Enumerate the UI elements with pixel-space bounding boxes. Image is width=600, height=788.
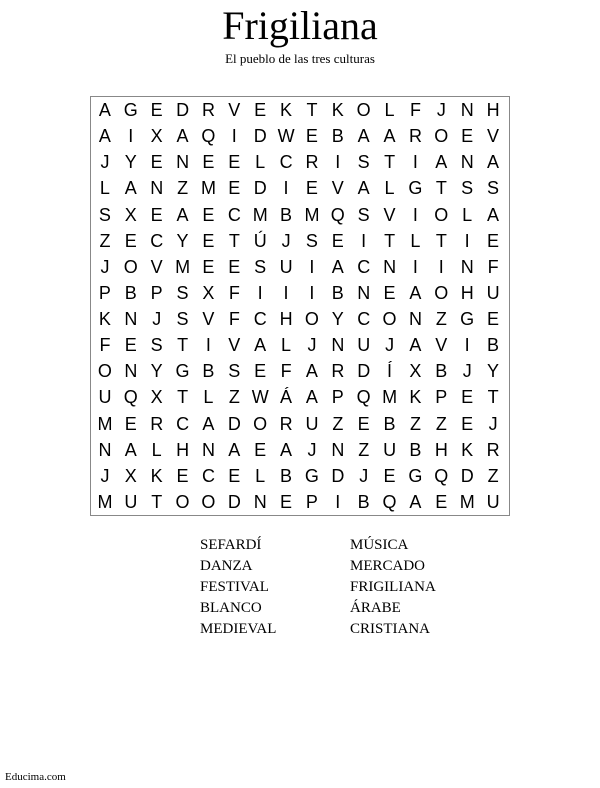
grid-cell[interactable]: Q [123,387,138,408]
grid-cell[interactable]: S [150,335,163,356]
grid-cell[interactable]: E [383,465,396,486]
word-list-item: CRISTIANA [350,621,431,637]
grid-cell[interactable]: H [176,439,190,460]
grid-cell[interactable]: O [434,204,449,225]
grid-cell[interactable]: J [488,413,498,434]
grid-cell[interactable]: Z [409,413,421,434]
grid-cell[interactable]: D [253,126,267,147]
grid-cell[interactable]: A [487,152,500,173]
grid-cell[interactable]: J [462,361,472,382]
grid-cell[interactable]: B [202,361,215,382]
grid-cell[interactable]: E [331,230,344,251]
grid-cell[interactable]: O [201,491,216,512]
grid-cell[interactable]: T [177,335,189,356]
grid-cell[interactable]: E [254,439,267,460]
grid-cell[interactable]: R [408,126,422,147]
grid-cell[interactable]: Y [176,230,189,251]
grid-cell[interactable]: A [176,204,189,225]
grid-cell[interactable]: B [331,282,344,303]
grid-cell[interactable]: L [255,465,266,486]
grid-cell[interactable]: Y [331,309,344,330]
grid-cell[interactable]: B [124,282,137,303]
grid-cell[interactable]: R [150,413,164,434]
grid-cell[interactable]: A [124,178,137,199]
grid-cell[interactable]: K [98,309,111,330]
grid-cell[interactable]: F [99,335,111,356]
grid-cell[interactable]: H [434,439,448,460]
grid-cell[interactable]: E [150,152,163,173]
grid-cell[interactable]: S [461,178,474,199]
grid-cell[interactable]: E [124,413,137,434]
grid-cell[interactable]: Q [434,465,449,486]
grid-cell[interactable]: A [409,282,422,303]
grid-cell[interactable]: B [383,413,396,434]
grid-cell[interactable]: I [205,335,211,356]
grid-cell[interactable]: A [98,100,111,121]
grid-cell[interactable]: T [487,387,499,408]
grid-cell[interactable]: E [150,100,163,121]
grid-cell[interactable]: L [151,439,162,460]
grid-cell[interactable]: T [151,491,163,512]
grid-cell[interactable]: J [307,439,317,460]
grid-cell[interactable]: I [128,126,134,147]
grid-cell[interactable]: W [277,126,295,147]
grid-cell[interactable]: R [201,100,215,121]
grid-cell[interactable]: P [150,282,163,303]
grid-cell[interactable]: Y [150,361,163,382]
grid-cell[interactable]: R [331,361,345,382]
grid-cell[interactable]: A [383,126,396,147]
grid-cell[interactable]: A [98,126,111,147]
grid-cell[interactable]: X [124,465,137,486]
grid-cell[interactable]: N [408,309,422,330]
grid-cell[interactable]: E [461,126,474,147]
grid-cell[interactable]: Y [487,361,500,382]
grid-cell[interactable]: V [228,335,241,356]
puzzle-title: Frigiliana [222,3,378,48]
grid-cell[interactable]: N [201,439,215,460]
grid-cell[interactable]: S [305,230,318,251]
grid-cell[interactable]: E [228,152,241,173]
grid-cell[interactable]: A [254,335,267,356]
grid-cell[interactable]: E [254,100,267,121]
grid-cell[interactable]: I [464,335,470,356]
grid-cell[interactable]: E [228,465,241,486]
grid-cell[interactable]: O [434,282,449,303]
grid-cell[interactable]: I [412,204,418,225]
grid-cell[interactable]: X [409,361,422,382]
word-list-item: FESTIVAL [200,579,269,595]
grid-cell[interactable]: C [357,309,371,330]
grid-cell[interactable]: F [280,361,292,382]
grid-cell[interactable]: C [150,230,164,251]
grid-cell[interactable]: B [487,335,500,356]
grid-cell[interactable]: Z [332,413,344,434]
grid-cell[interactable]: J [436,100,446,121]
grid-cell[interactable]: A [357,178,370,199]
grid-cell[interactable]: E [305,178,318,199]
grid-cell[interactable]: O [304,309,319,330]
grid-cell[interactable]: S [228,361,241,382]
grid-cell[interactable]: N [357,282,371,303]
grid-cell[interactable]: E [254,361,267,382]
grid-cell[interactable]: G [408,465,423,486]
grid-cell[interactable]: Z [435,413,447,434]
grid-cell[interactable]: U [486,491,500,512]
grid-cell[interactable]: B [409,439,422,460]
grid-cell[interactable]: D [331,465,345,486]
grid-cell[interactable]: Z [177,178,189,199]
grid-cell[interactable]: U [357,335,371,356]
grid-cell[interactable]: L [462,204,473,225]
grid-cell[interactable]: O [382,309,397,330]
grid-cell[interactable]: G [460,309,475,330]
grid-cell[interactable]: E [461,387,474,408]
grid-cell[interactable]: F [409,100,421,121]
grid-cell[interactable]: P [98,282,111,303]
grid-cell[interactable]: J [100,465,110,486]
grid-cell[interactable]: H [486,100,500,121]
grid-cell[interactable]: I [231,126,237,147]
grid-cell[interactable]: U [279,256,293,277]
grid-cell[interactable]: J [152,309,162,330]
grid-cell[interactable]: E [202,230,215,251]
grid-cell[interactable]: I [412,256,418,277]
grid-cell[interactable]: M [97,491,113,512]
grid-cell[interactable]: I [412,152,418,173]
grid-cell[interactable]: V [435,335,448,356]
grid-cell[interactable]: Y [124,152,137,173]
grid-cell[interactable]: Q [201,126,216,147]
grid-cell[interactable]: Á [280,387,293,408]
grid-cell[interactable]: A [305,387,318,408]
grid-cell[interactable]: M [382,387,398,408]
grid-cell[interactable]: E [383,282,396,303]
word-list-item: DANZA [200,558,253,574]
grid-cell[interactable]: F [487,256,499,277]
grid-cell[interactable]: V [331,178,344,199]
grid-cell[interactable]: C [176,413,190,434]
grid-cell[interactable]: N [331,335,345,356]
grid-cell[interactable]: M [304,204,320,225]
grid-cell[interactable]: A [176,126,189,147]
grid-cell[interactable]: D [176,100,190,121]
grid-cell[interactable]: E [357,413,370,434]
grid-cell[interactable]: S [98,204,111,225]
grid-cell[interactable]: N [331,439,345,460]
grid-cell[interactable]: N [124,309,138,330]
grid-cell[interactable]: E [124,230,137,251]
grid-cell[interactable]: Ú [253,230,267,251]
grid-cell[interactable]: Z [487,465,499,486]
grid-cell[interactable]: M [97,413,113,434]
grid-cell[interactable]: E [487,309,500,330]
grid-cell[interactable]: T [435,230,447,251]
grid-cell[interactable]: A [409,491,422,512]
grid-cell[interactable]: A [280,439,293,460]
grid-cell[interactable]: S [487,178,500,199]
grid-cell[interactable]: B [435,361,448,382]
grid-cell[interactable]: L [384,178,395,199]
grid-cell[interactable]: L [99,178,110,199]
grid-cell[interactable]: A [124,439,137,460]
grid-cell[interactable]: D [460,465,474,486]
grid-cell[interactable]: M [175,256,191,277]
grid-cell[interactable]: I [335,152,341,173]
grid-cell[interactable]: B [357,491,370,512]
grid-cell[interactable]: U [383,439,397,460]
grid-cell[interactable]: E [202,204,215,225]
grid-cell[interactable]: E [228,256,241,277]
grid-cell[interactable]: E [124,335,137,356]
grid-cell[interactable]: L [384,100,395,121]
grid-cell[interactable]: C [279,152,293,173]
grid-cell[interactable]: Z [99,230,111,251]
grid-cell[interactable]: L [281,335,292,356]
grid-cell[interactable]: J [100,152,110,173]
grid-cell[interactable]: R [279,413,293,434]
grid-cell[interactable]: D [227,413,241,434]
grid-cell[interactable]: Z [228,387,240,408]
grid-cell[interactable]: C [201,465,215,486]
grid-cell[interactable]: T [384,230,396,251]
word-list-item: ÁRABE [350,600,401,616]
word-list-item: MÚSICA [350,537,409,553]
grid-cell[interactable]: N [150,178,164,199]
word-list-item: BLANCO [200,600,262,616]
grid-cell[interactable]: I [283,282,289,303]
grid-cell[interactable]: T [177,387,189,408]
grid-cell[interactable]: A [435,152,448,173]
grid-cell[interactable]: A [228,439,241,460]
word-list-item: FRIGILIANA [350,579,436,595]
grid-cell[interactable]: L [203,387,214,408]
grid-cell[interactable]: E [202,256,215,277]
grid-cell[interactable]: A [331,256,344,277]
grid-cell[interactable]: U [305,413,319,434]
grid-cell[interactable]: T [306,100,318,121]
grid-cell[interactable]: J [307,335,317,356]
grid-cell[interactable]: R [486,439,500,460]
grid-cell[interactable]: A [409,335,422,356]
grid-cell[interactable]: T [384,152,396,173]
grid-cell[interactable]: I [283,178,289,199]
grid-cell[interactable]: E [435,491,448,512]
grid-cell[interactable]: A [487,204,500,225]
grid-cell[interactable]: O [123,256,138,277]
grid-cell[interactable]: A [202,413,215,434]
grid-cell[interactable]: I [361,230,367,251]
grid-cell[interactable]: U [98,387,112,408]
grid-cell[interactable]: B [280,465,293,486]
grid-cell[interactable]: J [385,335,395,356]
grid-cell[interactable]: V [202,309,215,330]
grid-cell[interactable]: V [228,100,241,121]
grid-cell[interactable]: P [305,491,318,512]
grid-cell[interactable]: K [461,439,474,460]
grid-cell[interactable]: O [253,413,268,434]
grid-cell[interactable]: X [202,282,215,303]
grid-cell[interactable]: K [409,387,422,408]
grid-cell[interactable]: N [98,439,112,460]
grid-cell[interactable]: M [200,178,216,199]
grid-cell[interactable]: O [356,100,371,121]
grid-cell[interactable]: A [357,126,370,147]
grid-cell[interactable]: E [202,152,215,173]
grid-cell[interactable]: B [280,204,293,225]
grid-cell[interactable]: D [357,361,371,382]
grid-cell[interactable]: O [434,126,449,147]
grid-cell[interactable]: N [124,361,138,382]
grid-cell[interactable]: C [227,204,241,225]
grid-cell[interactable]: V [150,256,163,277]
grid-cell[interactable]: E [280,491,293,512]
grid-cell[interactable]: G [175,361,190,382]
grid-cell[interactable]: B [331,126,344,147]
grid-cell[interactable]: Í [387,361,393,382]
grid-cell[interactable]: K [150,465,163,486]
grid-cell[interactable]: N [460,100,474,121]
grid-cell[interactable]: E [150,204,163,225]
grid-cell[interactable]: G [123,100,138,121]
grid-cell[interactable]: U [486,282,500,303]
grid-cell[interactable]: D [253,178,267,199]
grid-cell[interactable]: N [460,256,474,277]
grid-cell[interactable]: N [460,152,474,173]
grid-cell[interactable]: P [331,387,344,408]
word-list-item: SEFARDÍ [200,537,262,553]
grid-cell[interactable]: R [305,152,319,173]
grid-cell[interactable]: Q [356,387,371,408]
footer-credit: Educima.com [5,771,66,783]
grid-cell[interactable]: S [357,204,370,225]
grid-cell[interactable]: M [252,204,268,225]
grid-cell[interactable]: Z [358,439,370,460]
grid-cell[interactable]: S [176,309,189,330]
grid-cell[interactable]: V [487,126,500,147]
puzzle-subtitle: El pueblo de las tres culturas [225,51,375,66]
grid-cell[interactable]: E [487,230,500,251]
grid-cell[interactable]: P [435,387,448,408]
grid-cell[interactable]: L [410,230,421,251]
grid-cell[interactable]: V [383,204,396,225]
grid-cell[interactable]: H [460,282,474,303]
grid-cell[interactable]: O [175,491,190,512]
grid-cell[interactable]: Z [435,309,447,330]
letter-grid [90,96,510,516]
grid-cell[interactable]: O [97,361,112,382]
grid-cell[interactable]: J [359,465,369,486]
grid-cell[interactable]: G [304,465,319,486]
grid-cell[interactable]: D [227,491,241,512]
grid-cell[interactable]: K [331,100,344,121]
grid-cell[interactable]: K [280,100,293,121]
grid-cell[interactable]: A [305,361,318,382]
word-list-item: MERCADO [350,558,426,574]
grid-cell[interactable]: S [176,282,189,303]
grid-cell[interactable]: E [305,126,318,147]
grid-cell[interactable]: X [150,126,163,147]
grid-cell[interactable]: Q [382,491,397,512]
grid-cell[interactable]: M [459,491,475,512]
grid-cell[interactable]: U [124,491,138,512]
grid-cell[interactable]: N [253,491,267,512]
grid-cell[interactable]: I [309,256,315,277]
grid-cell[interactable]: G [408,178,423,199]
word-list-item: MEDIEVAL [200,621,277,637]
grid-cell[interactable]: C [357,256,371,277]
grid-cell[interactable]: S [357,152,370,173]
grid-cell[interactable]: T [228,230,240,251]
grid-cell[interactable]: N [176,152,190,173]
grid-cell[interactable]: X [150,387,163,408]
grid-cell[interactable]: J [281,230,291,251]
grid-cell[interactable]: Q [330,204,345,225]
grid-cell[interactable]: F [228,309,240,330]
grid-cell[interactable]: S [254,256,267,277]
grid-cell[interactable]: I [438,256,444,277]
grid-cell[interactable]: L [255,152,266,173]
grid-cell[interactable]: F [228,282,240,303]
grid-cell[interactable]: C [253,309,267,330]
grid-cell[interactable]: W [251,387,269,408]
grid-cell[interactable]: T [435,178,447,199]
word-list [200,535,500,640]
grid-cell[interactable]: E [461,413,474,434]
grid-cell[interactable]: N [383,256,397,277]
grid-cell[interactable]: E [228,178,241,199]
grid-cell[interactable]: I [309,282,315,303]
grid-cell[interactable]: J [100,256,110,277]
grid-cell[interactable]: X [124,204,137,225]
grid-cell[interactable]: I [464,230,470,251]
grid-cell[interactable]: H [279,309,293,330]
grid-cell[interactable]: I [257,282,263,303]
grid-cell[interactable]: I [335,491,341,512]
grid-cell[interactable]: E [176,465,189,486]
